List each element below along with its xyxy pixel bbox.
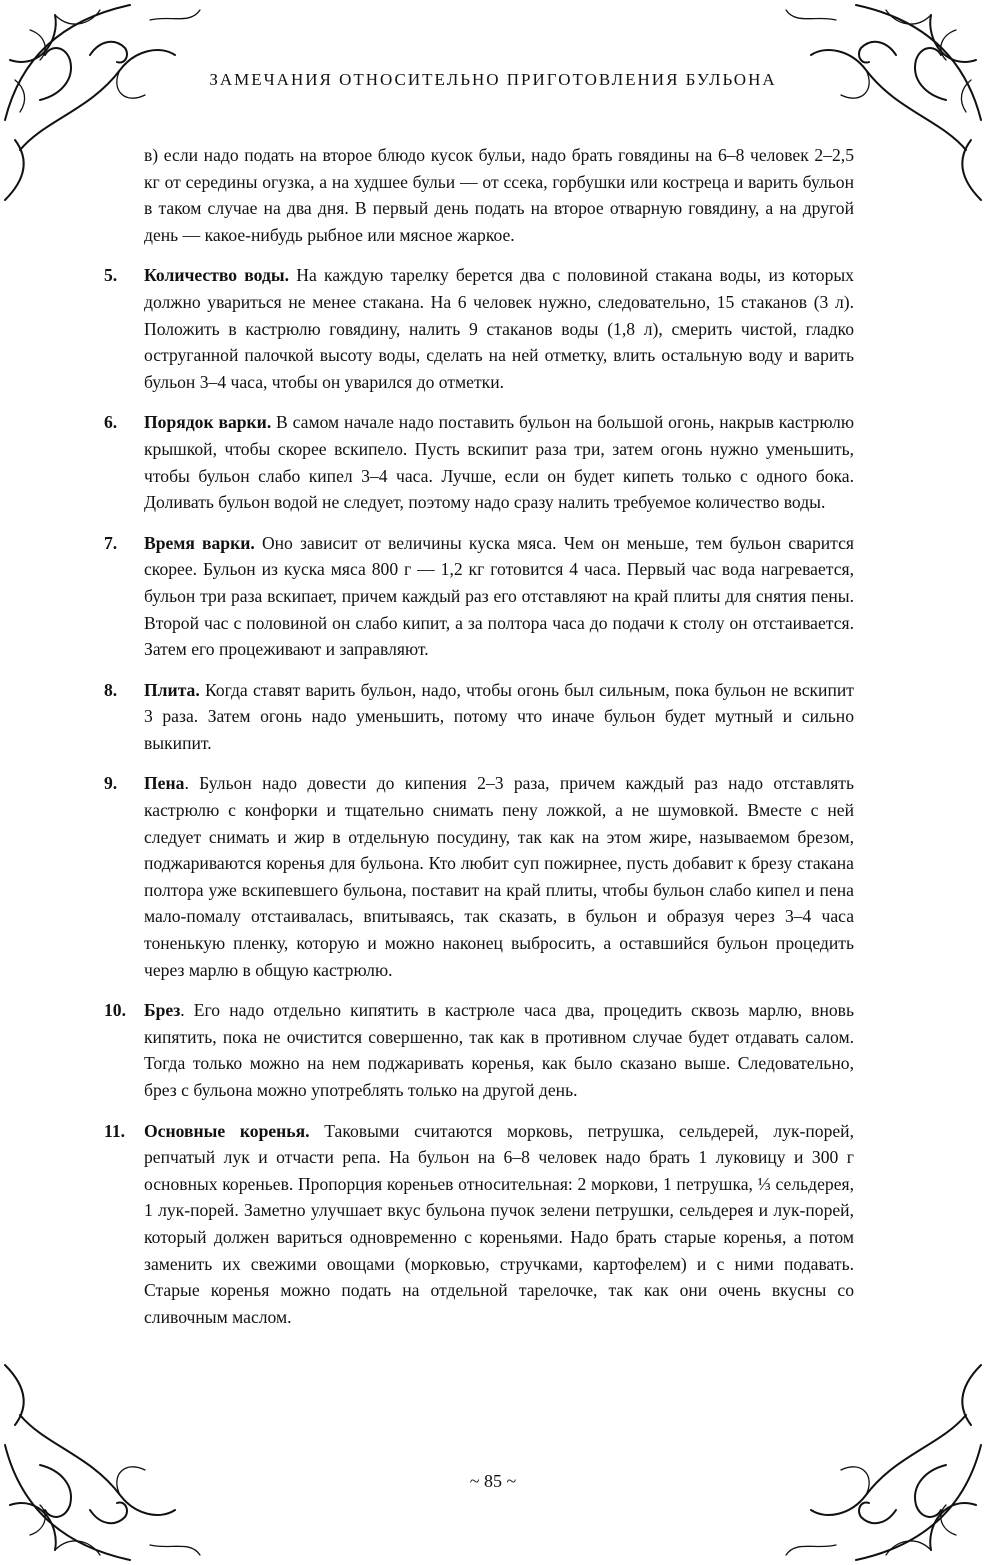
list-item — [104, 677, 854, 757]
item-text: Оно зависит от величины куска мяса. Чем он меньше, тем бульон сварится скорее. Бульон из куска мяса 800 г — 1,2 кг готовится 4 часа. Первый час вода нагревается, бульон три раза вскипает, причем каждый раз его отставляют на край плиты для снятия пены. Второй час с половиной он слабо кипит, а за полтора часа до подачи к столу он отстаивается. Затем его процеживают и заправляют. — [144, 532, 854, 660]
item-number: 10. — [104, 1000, 126, 1021]
item-body — [144, 770, 854, 983]
item-number: 5. — [104, 265, 118, 286]
item-number: 7. — [104, 532, 118, 553]
item-text: На каждую тарелку берется два с половиной стакана воды, из которых должно увариться не менее стакана. На 6 человек нужно, следовательно, 15 стаканов (3 л). Положить в кастрюлю говядину, налить 9 стаканов воды (1,8 л), смерить чистой, гладко оструганной палочкой высоту воды, сделать на ней отметку, влить остальную воду и варить бульон 3–4 часа, чтобы он уварился до отметки. — [144, 265, 854, 392]
page-body — [104, 142, 854, 1344]
item-text: Когда ставят варить бульон, надо, чтобы огонь был сильным, пока бульон не вскипит 3 раза. Затем огонь надо уменьшить, потому что иначе бульон будет мутный и сильно выкипит. — [144, 679, 854, 753]
floral-corner-ornament-icon — [0, 1335, 230, 1565]
item-body — [144, 997, 854, 1103]
item-title: Пена — [144, 773, 185, 794]
page-number: ~ 85 ~ — [469, 1471, 517, 1491]
item-number: 8. — [104, 679, 118, 700]
item-title: Время варки. — [144, 532, 255, 553]
item-text: В самом начале надо поставить бульон на большой огонь, накрыв кастрюлю крышкой, чтобы скорее вскипело. Пусть вскипит раза три, затем огонь нужно уменьшить, чтобы бульон слабо кипел 3–4 часа. Лучше, если он будет кипеть только с одного бока. Доливать бульон водой не следует, поэтому надо сразу налить требуемое количество воды. — [144, 412, 854, 513]
list-item — [104, 1118, 854, 1331]
item-text: . Его надо отдельно кипятить в кастрюле часа два, процедить сквозь марлю, вновь кипятить, пока не очистится совершенно, так как в противном случае будет отдавать салом. Тогда только можно на нем поджаривать коренья, как было сказано выше. Следовательно, брез с бульона можно употреблять только на другой день. — [144, 1000, 854, 1100]
list-item — [104, 409, 854, 515]
item-body — [144, 409, 854, 515]
item-body — [144, 262, 854, 395]
item-text: . Бульон надо довести до кипения 2–3 раза, причем каждый раз надо отставлять кастрюлю с конфорки и тщательно снимать пену ложкой, а не шумовкой. Вместе с ней следует снимать и жир в отдельную посудину, так как на этом жире, называемом брезом, поджариваются коренья для бульона. Кто любит суп пожирнее, пусть добавит к брезу стакана полтора уже вскипевшего бульона, поставит на край плиты, чтобы бульон слабо кипел и пена мало-помалу отстаивалась, впитываясь, так сказать, в бульон и образуя через 3–4 часа тоненькую пленку, которую и можно наконец выбросить, а оставшийся бульон процедить через марлю в общую кастрюлю. — [144, 773, 854, 980]
item-title: Плита. — [144, 679, 200, 700]
item-number: 6. — [104, 412, 118, 433]
item-body — [144, 1118, 854, 1331]
item-body — [144, 677, 854, 757]
item-title: Количество воды. — [144, 265, 289, 286]
list-item — [104, 997, 854, 1103]
item-title: Основные коренья. — [144, 1120, 310, 1141]
item-body — [144, 530, 854, 663]
list-item — [104, 262, 854, 395]
floral-corner-ornament-icon — [756, 1335, 986, 1565]
item-text: Таковыми считаются морковь, петрушка, сельдерей, лук-порей, репчатый лук и отчасти репа. На бульон на 6–8 человек надо брать 1 луковицу и 300 г основных кореньев. Пропорция кореньев относительная: 2 моркови, 1 петрушка, ⅓ сельдерея, 1 лук-порей. Заметно улучшает вкус бульона пучок зелени петрушки, сельдерея и лук-порей, который должен вариться одновременно с кореньями. Надо брать старые коренья, а потом заменить их свежими овощами (морковью, стручками, картофелем) и с ними подавать. Старые коренья можно подать на отдельной тарелочке, так как они очень вкусны со сливочным маслом. — [144, 1120, 854, 1327]
running-head: ЗАМЕЧАНИЯ ОТНОСИТЕЛЬНО ПРИГОТОВЛЕНИЯ БУЛЬОНА — [209, 70, 777, 89]
list-item — [104, 770, 854, 983]
item-title: Брез — [144, 1000, 181, 1021]
intro-paragraph: в) если надо подать на второе блюдо кусок бульи, надо брать говядины на 6–8 человек 2–2,5 кг от середины огузка, а на худшее бульи — от ссека, горбушки или кострeца и варить бульон в таком случае на два дня. В первый день подать на второе отварную говядину, а на другой день — какое-нибудь рыбное или мясное жаркое. — [144, 145, 854, 245]
item-title: Порядок варки. — [144, 412, 272, 433]
list-item — [104, 530, 854, 663]
item-number: 9. — [104, 773, 118, 794]
item-number: 11. — [104, 1120, 126, 1141]
